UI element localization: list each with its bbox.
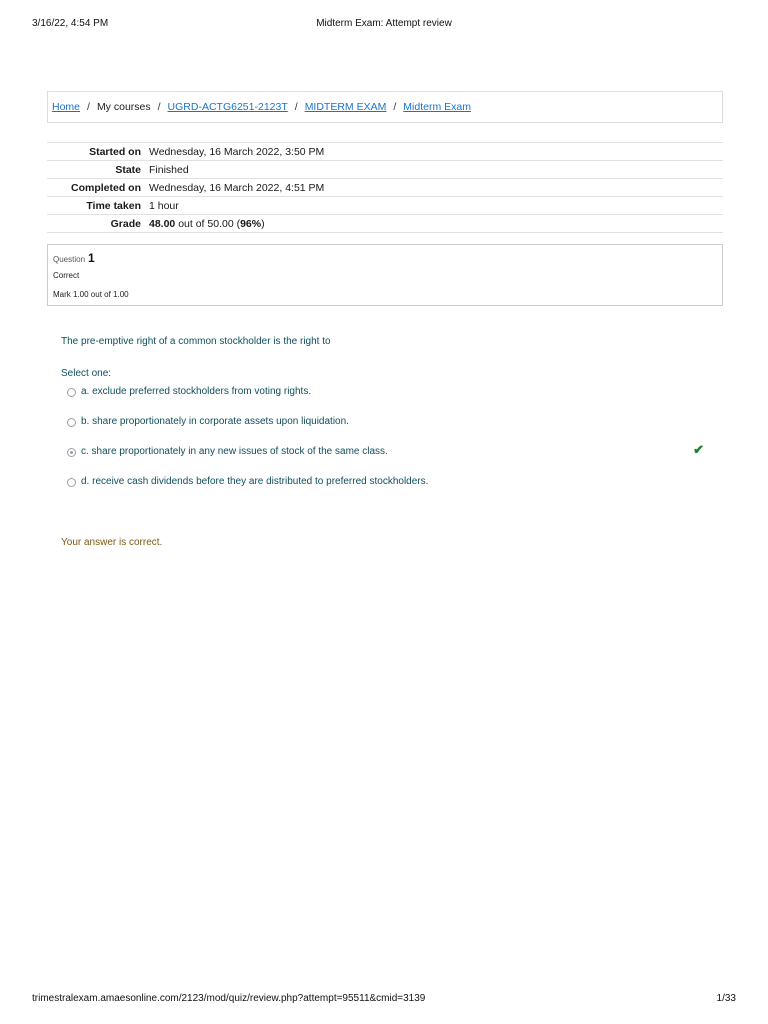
question-label: Question xyxy=(53,255,86,264)
answer-options xyxy=(67,386,717,506)
print-header xyxy=(32,18,736,32)
summary-row-grade xyxy=(47,215,723,233)
answer-option-d[interactable] xyxy=(67,476,717,506)
summary-grade-value xyxy=(148,215,723,233)
breadcrumb-section-link[interactable]: MIDTERM EXAM xyxy=(304,101,387,113)
check-icon: ✔ xyxy=(693,442,704,457)
grade-score: 48.00 xyxy=(149,217,176,230)
question-mark: Mark 1.00 out of 1.00 xyxy=(53,290,129,299)
print-title: Midterm Exam: Attempt review xyxy=(316,18,452,29)
attempt-summary-table xyxy=(47,142,723,233)
answer-option-b[interactable] xyxy=(67,416,717,446)
summary-value: 1 hour xyxy=(149,199,179,212)
answer-feedback: Your answer is correct. xyxy=(61,537,163,548)
answer-option-c[interactable] xyxy=(67,442,717,476)
question-info-box xyxy=(47,244,723,306)
summary-row-state xyxy=(47,161,723,179)
grade-close: ) xyxy=(261,217,265,230)
answer-label: b. share proportionately in corporate assets upon liquidation. xyxy=(81,416,349,427)
summary-label: State xyxy=(115,163,141,176)
summary-label: Time taken xyxy=(86,199,141,212)
radio-button[interactable] xyxy=(67,418,76,427)
breadcrumb xyxy=(47,91,723,123)
radio-button[interactable] xyxy=(67,478,76,487)
radio-button-selected[interactable] xyxy=(67,448,76,457)
summary-value: Wednesday, 16 March 2022, 4:51 PM xyxy=(149,181,325,194)
answer-label: a. exclude preferred stockholders from voting rights. xyxy=(81,386,312,397)
answer-option-a[interactable] xyxy=(67,386,717,416)
breadcrumb-course-link[interactable]: UGRD-ACTG6251-2123T xyxy=(167,101,288,113)
summary-value: Finished xyxy=(149,163,189,176)
radio-button[interactable] xyxy=(67,388,76,397)
breadcrumb-separator: / xyxy=(157,101,161,113)
question-number-value: 1 xyxy=(88,251,95,265)
breadcrumb-separator: / xyxy=(87,101,90,113)
summary-label: Grade xyxy=(110,217,141,230)
answer-label: c. share proportionately in any new issues of stock of the same class. xyxy=(81,446,388,457)
question-state: Correct xyxy=(53,271,80,280)
question-number xyxy=(53,251,722,265)
breadcrumb-home-link[interactable]: Home xyxy=(52,101,81,113)
summary-row-time xyxy=(47,197,723,215)
select-one-prompt: Select one: xyxy=(61,368,112,379)
question-text: The pre-emptive right of a common stockholder is the right to xyxy=(61,336,331,347)
grade-out-of: out of 50.00 ( xyxy=(175,217,241,230)
summary-row-started xyxy=(47,143,723,161)
breadcrumb-quiz-link[interactable]: Midterm Exam xyxy=(403,101,471,113)
breadcrumb-my-courses: My courses xyxy=(96,101,151,113)
summary-row-completed xyxy=(47,179,723,197)
answer-label: d. receive cash dividends before they are distributed to preferred stockholders. xyxy=(81,476,429,487)
print-date: 3/16/22, 4:54 PM xyxy=(32,18,109,29)
breadcrumb-separator: / xyxy=(393,101,397,113)
print-page-number: 1/33 xyxy=(716,993,736,1004)
breadcrumb-separator: / xyxy=(294,101,298,113)
summary-label: Completed on xyxy=(71,181,141,194)
summary-label: Started on xyxy=(89,145,141,158)
grade-percent: 96% xyxy=(240,217,262,230)
summary-value: Wednesday, 16 March 2022, 3:50 PM xyxy=(149,145,325,158)
print-url: trimestralexam.amaesonline.com/2123/mod/quiz/review.php?attempt=95511&cmid=3139 xyxy=(32,993,426,1004)
